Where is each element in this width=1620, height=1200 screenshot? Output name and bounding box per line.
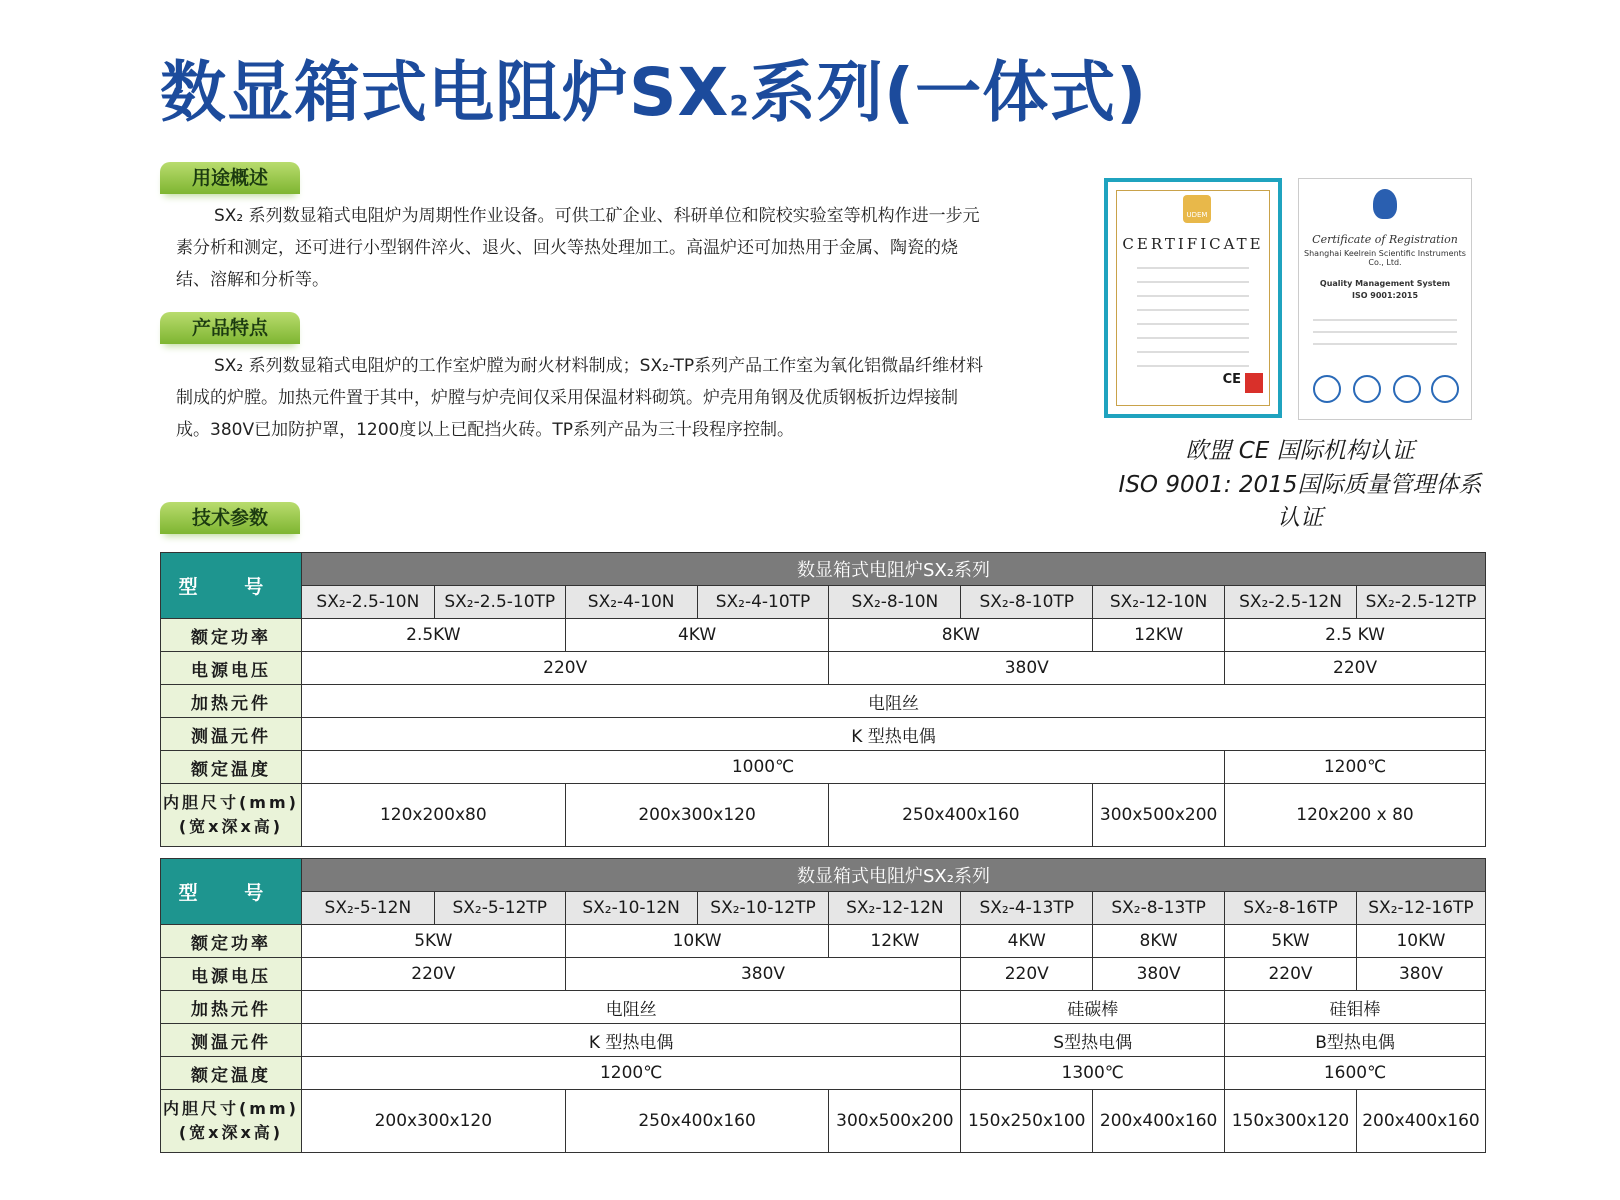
table-cell: 150x250x100 <box>961 1090 1093 1153</box>
features-section-tab: 产品特点 <box>160 312 300 344</box>
table-cell: 300x500x200 <box>1093 784 1225 847</box>
model-cell: SX₂-12-12N <box>829 892 961 925</box>
table-cell: 200x300x120 <box>301 1090 565 1153</box>
udem-stamp-icon <box>1245 373 1263 393</box>
row-label-sensor: 测温元件 <box>161 1024 302 1057</box>
accreditation-badge-icon <box>1313 375 1341 403</box>
table-cell: 250x400x160 <box>565 1090 829 1153</box>
usage-paragraph: SX₂ 系列数显箱式电阻炉为周期性作业设备。可供工矿企业、科研单位和院校实验室等机构作进一步元素分析和测定，还可进行小型钢件淬火、退火、回火等热处理加工。高温炉还可加热用于金属、陶瓷的烧结、溶解和分析等。 <box>176 206 980 290</box>
model-cell: SX₂-4-10TP <box>697 586 829 619</box>
table-cell: K 型热电偶 <box>301 718 1485 751</box>
table-cell: 10KW <box>565 925 829 958</box>
ce-certificate-title: CERTIFICATE <box>1122 235 1264 253</box>
table-cell: 220V <box>301 652 829 685</box>
page-title: 数显箱式电阻炉SX2系列(一体式) <box>160 54 1148 131</box>
table-cell: 5KW <box>1225 925 1357 958</box>
features-paragraph: SX₂ 系列数显箱式电阻炉的工作室炉膛为耐火材料制成；SX₂-TP系列产品工作室为氧化铝微晶纤维材料制成的炉膛。加热元件置于其中，炉膛与炉壳间仅采用保温材料砌筑。炉壳用角钢及优质钢板折边焊接制成。380V已加防护罩，1200度以上已配挡火砖。TP系列产品为三十段程序控制。 <box>176 356 984 440</box>
series-header: 数显箱式电阻炉SX₂系列 <box>301 859 1485 892</box>
spec-table-1 <box>160 552 1486 847</box>
table-cell: S型热电偶 <box>961 1024 1225 1057</box>
model-cell: SX₂-2.5-12N <box>1225 586 1357 619</box>
table-cell: 2.5 KW <box>1225 619 1486 652</box>
table-cell: 380V <box>829 652 1225 685</box>
ce-mark-icon: CE <box>1222 372 1241 387</box>
model-cell: SX₂-12-16TP <box>1356 892 1485 925</box>
usage-section-tab: 用途概述 <box>160 162 300 194</box>
model-cell: SX₂-5-12N <box>301 892 434 925</box>
row-label-size: 内胆尺寸(mm) (宽x深x高) <box>161 784 302 847</box>
table-cell: 200x300x120 <box>565 784 829 847</box>
iso-badge-icon <box>1431 375 1459 403</box>
iaf-badge-icon <box>1393 375 1421 403</box>
model-cell: SX₂-4-13TP <box>961 892 1093 925</box>
table-cell: 硅碳棒 <box>961 991 1225 1024</box>
iso-company: Shanghai Keelrein Scientific Instruments Co., Ltd. <box>1304 249 1466 267</box>
row-label-heater: 加热元件 <box>161 685 302 718</box>
model-cell: SX₂-10-12TP <box>697 892 829 925</box>
table-cell: 8KW <box>1093 925 1225 958</box>
iso-caption: ISO 9001: 2015国际质量管理体系认证 <box>1118 472 1482 531</box>
jascb-badge-icon <box>1353 375 1381 403</box>
table-cell: 1200℃ <box>301 1057 960 1090</box>
iso-standard: ISO 9001:2015 <box>1351 291 1419 300</box>
table-cell: B型热电偶 <box>1225 1024 1486 1057</box>
table-cell: K 型热电偶 <box>301 1024 960 1057</box>
table-cell: 380V <box>565 958 961 991</box>
table-cell: 120x200 x 80 <box>1225 784 1486 847</box>
spec-section-tab: 技术参数 <box>160 502 300 534</box>
table-cell: 250x400x160 <box>829 784 1093 847</box>
table-cell: 220V <box>1225 958 1357 991</box>
table-cell: 电阻丝 <box>301 991 960 1024</box>
iso-certificate-title: Certificate of Registration <box>1312 233 1458 246</box>
model-header: 型 号 <box>161 859 302 925</box>
row-label-power: 额定功率 <box>161 925 302 958</box>
table-cell: 硅钼棒 <box>1225 991 1486 1024</box>
model-cell: SX₂-12-10N <box>1093 586 1225 619</box>
row-label-voltage: 电源电压 <box>161 652 302 685</box>
model-cell: SX₂-4-10N <box>565 586 697 619</box>
model-cell: SX₂-8-13TP <box>1093 892 1225 925</box>
table-cell: 8KW <box>829 619 1093 652</box>
row-label-size: 内胆尺寸(mm) (宽x深x高) <box>161 1090 302 1153</box>
table-cell: 1300℃ <box>961 1057 1225 1090</box>
model-cell: SX₂-8-16TP <box>1225 892 1357 925</box>
table-cell: 300x500x200 <box>829 1090 961 1153</box>
row-label-voltage: 电源电压 <box>161 958 302 991</box>
table-cell: 4KW <box>565 619 829 652</box>
spec-table-2 <box>160 858 1486 1153</box>
model-cell: SX₂-10-12N <box>565 892 697 925</box>
table-cell: 12KW <box>829 925 961 958</box>
row-label-power: 额定功率 <box>161 619 302 652</box>
table-cell: 电阻丝 <box>301 685 1485 718</box>
iso-system: Quality Management System <box>1319 279 1451 288</box>
model-cell: SX₂-2.5-10N <box>301 586 434 619</box>
ce-caption: 欧盟 CE 国际机构认证 <box>1185 438 1415 464</box>
iso-certificate-image <box>1298 178 1472 420</box>
ce-certificate-image <box>1104 178 1282 418</box>
table-cell: 380V <box>1356 958 1485 991</box>
tqcsi-logo-icon <box>1373 189 1397 219</box>
row-label-temp: 额定温度 <box>161 751 302 784</box>
udem-logo-icon: UDEM <box>1183 195 1211 223</box>
table-cell: 220V <box>301 958 565 991</box>
series-header: 数显箱式电阻炉SX₂系列 <box>301 553 1485 586</box>
row-label-heater: 加热元件 <box>161 991 302 1024</box>
model-cell: SX₂-8-10N <box>829 586 961 619</box>
table-cell: 5KW <box>301 925 565 958</box>
model-cell: SX₂-8-10TP <box>961 586 1093 619</box>
table-cell: 220V <box>1225 652 1486 685</box>
table-cell: 4KW <box>961 925 1093 958</box>
table-cell: 200x400x160 <box>1093 1090 1225 1153</box>
table-cell: 10KW <box>1356 925 1485 958</box>
row-label-sensor: 测温元件 <box>161 718 302 751</box>
table-cell: 12KW <box>1093 619 1225 652</box>
table-cell: 120x200x80 <box>301 784 565 847</box>
table-cell: 200x400x160 <box>1356 1090 1485 1153</box>
table-cell: 1200℃ <box>1225 751 1486 784</box>
model-cell: SX₂-2.5-10TP <box>434 586 565 619</box>
table-cell: 150x300x120 <box>1225 1090 1357 1153</box>
table-cell: 1000℃ <box>301 751 1224 784</box>
table-cell: 2.5KW <box>301 619 565 652</box>
model-cell: SX₂-5-12TP <box>434 892 565 925</box>
table-cell: 220V <box>961 958 1093 991</box>
row-label-temp: 额定温度 <box>161 1057 302 1090</box>
model-cell: SX₂-2.5-12TP <box>1356 586 1485 619</box>
table-cell: 380V <box>1093 958 1225 991</box>
table-cell: 1600℃ <box>1225 1057 1486 1090</box>
model-header: 型 号 <box>161 553 302 619</box>
